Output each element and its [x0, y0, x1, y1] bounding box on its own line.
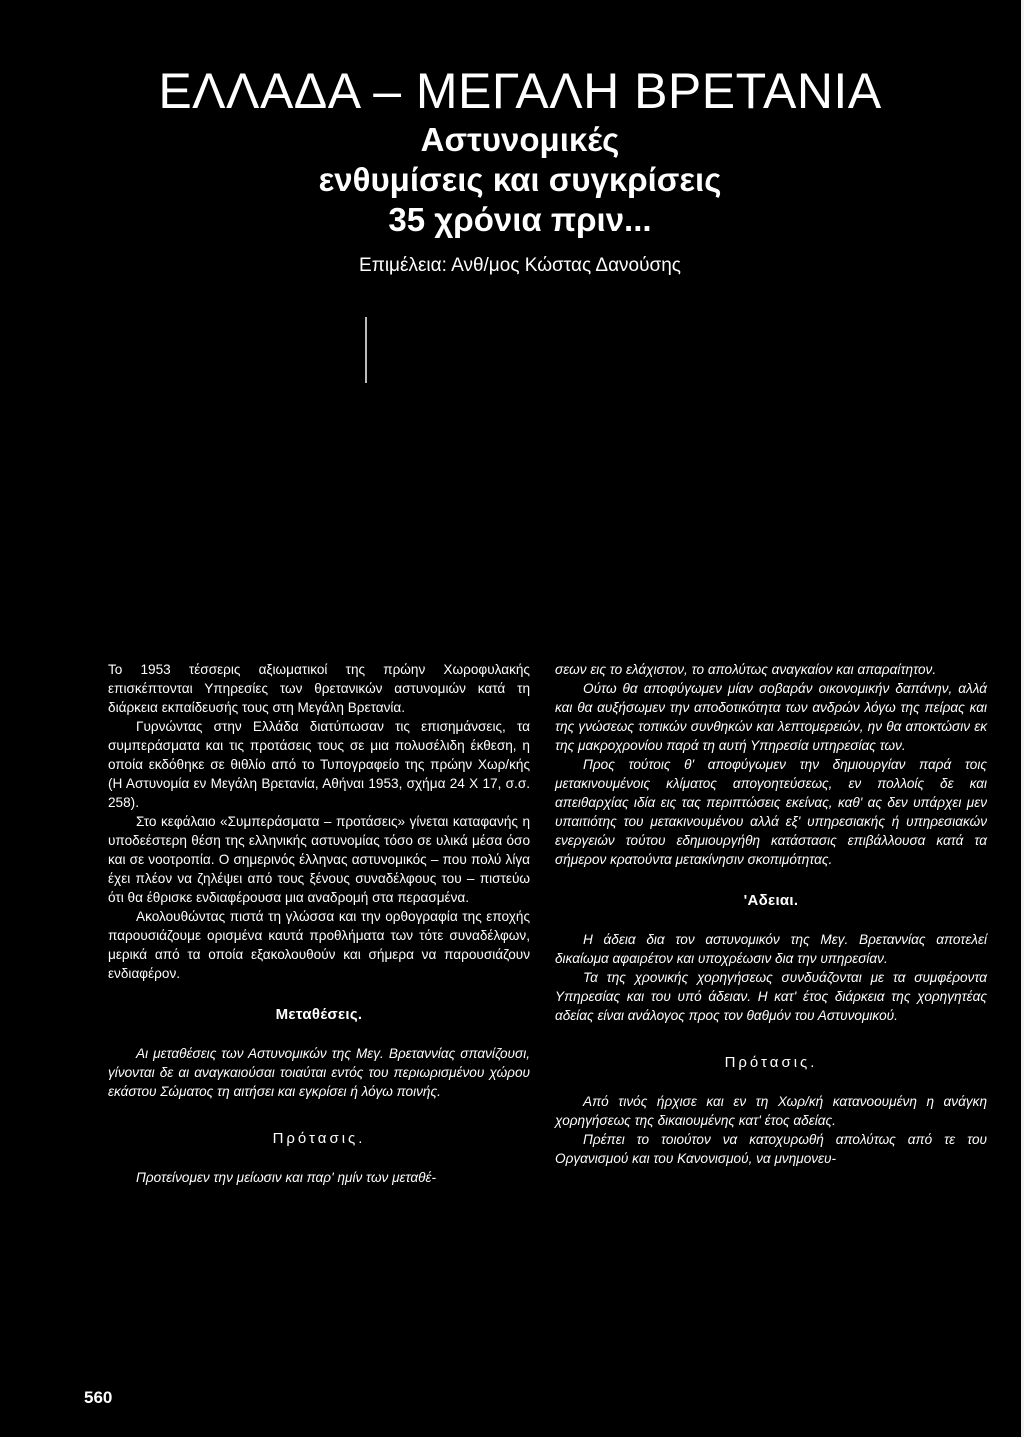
main-title: ΕΛΛΑΔΑ – ΜΕΓΑΛΗ ΒΡΕΤΑΝΙΑ: [158, 63, 882, 119]
title-block: [150, 62, 890, 278]
paragraph: Προς τούτοις θ' αποφύγωμεν την δημιουργίαν παρά τοις μετακινουμένοις κλίματος απογοητεύσεως, εν πολλοίς δε και απειθαρχίας ιδία εις τας περιπτώσεις εκείνας, καθ' ας δεν υπάρχει μεν υπαιτιότης του μετακινουμένου αλλά εξ' υπηρεσιακής ή υπηρεσιακών ενεργειών τούτου εδημιουργήθη κατάστασις επιβάλλουσα κατά τα σήμερον κρατούντα μετακίνησιν σκοπιμότητας.: [555, 757, 987, 867]
section-heading-proposal: Πρότασις.: [272, 1130, 366, 1147]
paragraph: Γυρνώντας στην Ελλάδα διατύπωσαν τις επισημάνσεις, τα συμπεράσματα και τις προτάσεις τους σε μια πολυσέλιδη έκθεση, η οποία εκδόθηκε σε θιθλίο από το Τυπογραφείο της πρώην Χωρ/κής (Η Αστυνομία εν Μεγάλη Βρετανία, Αθήναι 1953, σχήμα 24 Χ 17, σ.σ. 258).: [108, 719, 530, 810]
paragraph: Προτείνομεν την μείωσιν και παρ' ημίν των μεταθέ-: [136, 1170, 437, 1185]
paragraph: Ούτω θα αποφύγωμεν μίαν σοβαράν οικονομικήν δαπάνην, αλλά και θα αυξήσωμεν την αποδοτικότητα των ανδρών λόγω της πείρας και της γνώσεως τοπικών συνθηκών και λεπτομερειών, ην θα αποκτώσιν εκ της μακροχρονίου παρά τη αυτή Υπηρεσία υπηρεσίας των.: [555, 681, 987, 753]
subtitle-line-1: Αστυνομικές: [420, 121, 620, 158]
paragraph: σεων εις το ελάχιστον, το απολύτως αναγκαίον και απαραίτητον.: [555, 662, 937, 677]
subtitle-line-3: 35 χρόνια πριν...: [388, 201, 652, 238]
page-number: 560: [84, 1388, 113, 1407]
paragraph: Στο κεφάλαιο «Συμπεράσματα – προτάσεις» γίνεται καταφανής η υποδεέστερη θέση της ελληνικής αστυνομίας τόσο σε υλικά μέσα όσο και σε νοοτροπία. Ο σημερινός έλληνας αστυνομικός – που πολύ λίγα έχει πλέον να ζηλέψει από τους ξένους συναδέλφους του – πιστεύω ότι θα έθρισκε ενδιαφέρουσα μια αναδρομή στα περασμένα.: [108, 814, 530, 905]
paragraph: Τα της χρονικής χορηγήσεως συνδυάζονται με τα συμφέροντα Υπηρεσίας και του υπό άδειαν. Η κατ' έτος διάρκεια της χορηγητέας αδείας είναι ανάλογος προς τον θαθμόν του Αστυνομικού.: [555, 970, 987, 1023]
left-column: [108, 660, 530, 1187]
right-column: [555, 660, 987, 1168]
section-heading-proposal: Πρότασις.: [724, 1054, 818, 1071]
section-heading-leaves: 'Αδειαι.: [743, 892, 799, 909]
paragraph: Ακολουθώντας πιστά τη γλώσσα και την ορθογραφία της εποχής παρουσιάζουμε ορισμένα καυτά προθλήματα των τότε συναδέλφων, μερικά από τα οποία εξακολουθούν και σήμερα να παρουσιάζουν ενδιαφέρον.: [108, 909, 530, 981]
paragraph: Από τινός ήρχισε και εν τη Χωρ/κή κατανοουμένη η ανάγκη χορηγήσεως της δικαιουμένης κατ' έτος αδείας.: [555, 1094, 987, 1128]
paragraph: Το 1953 τέσσερις αξιωματικοί της πρώην Χωροφυλακής επισκέπτονται Υπηρεσίες των θρετανικών αστυνομιών κατά τη διάρκεια εκπαίδευσής τους στη Μεγάλη Βρετανία.: [108, 662, 530, 715]
paragraph: Αι μεταθέσεις των Αστυνομικών της Μεγ. Βρεταννίας σπανίζουσι, γίνονται δε αι αναγκαιούσαι τοιαύται εντός του περιωρισμένου χώρου εκάστου Σώματος τη αιτήσει και εγκρίσει ή λόγω ποινής.: [108, 1046, 530, 1099]
photo-area: [30, 305, 1020, 640]
paragraph: Η άδεια δια τον αστυνομικόν της Μεγ. Βρεταννίας αποτελεί δικαίωμα αφαιρέτον και υποχρέωσιν δια την υπηρεσίαν.: [555, 932, 987, 966]
subtitle-line-2: ενθυμίσεις και συγκρίσεις: [318, 161, 722, 198]
section-heading-transfers: Μεταθέσεις.: [275, 1006, 363, 1023]
photo-mark: [365, 317, 367, 383]
editor-credit: Επιμέλεια: Ανθ/μος Κώστας Δανούσης: [359, 255, 681, 276]
paragraph: Πρέπει το τοιούτον να κατοχυρωθή απολύτως από τε του Οργανισμού και του Κανονισμού, να μνημονευ-: [555, 1132, 987, 1166]
